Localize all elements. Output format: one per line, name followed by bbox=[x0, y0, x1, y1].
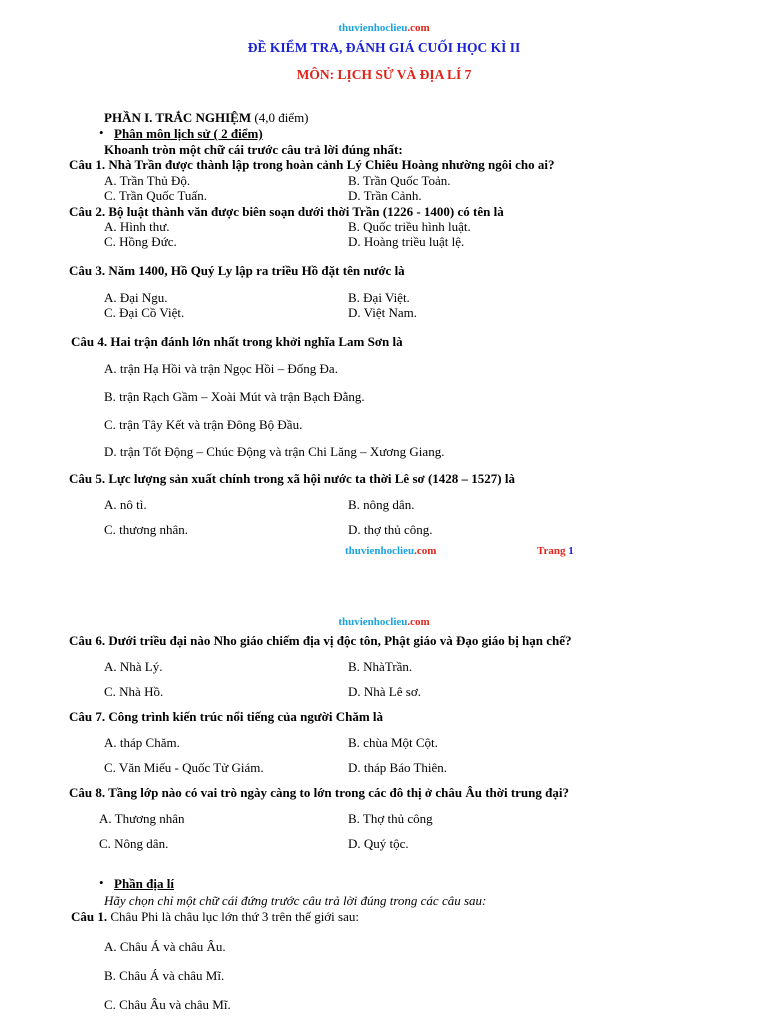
site-watermark-page2 bbox=[0, 616, 768, 628]
site-name: thuvienhoclieu bbox=[338, 22, 408, 34]
q8-option-d: D. Quý tộc. bbox=[348, 836, 409, 851]
q1-option-b: B. Trần Quốc Toản. bbox=[348, 173, 451, 188]
site-domain: .com bbox=[407, 616, 430, 628]
q7-option-c: C. Văn Miếu - Quốc Tử Giám. bbox=[104, 760, 264, 775]
page-label: Trang bbox=[537, 545, 566, 557]
history-section-label bbox=[114, 126, 263, 142]
q1-option-d: D. Trần Cảnh. bbox=[348, 188, 422, 203]
q8-option-a: A. Thương nhân bbox=[99, 811, 185, 826]
question-2: Câu 2. Bộ luật thành văn được biên soạn dưới thời Trần (1226 - 1400) có tên là bbox=[69, 204, 504, 219]
q8-option-c: C. Nông dân. bbox=[99, 836, 169, 851]
question-1: Câu 1. Nhà Trần được thành lập trong hoàn cảnh Lý Chiêu Hoàng nhường ngôi cho ai? bbox=[69, 157, 555, 172]
q5-option-d: D. thợ thủ công. bbox=[348, 522, 433, 537]
question-7: Câu 7. Công trình kiến trúc nổi tiếng của người Chăm là bbox=[69, 709, 384, 724]
q1-option-c: C. Trần Quốc Tuấn. bbox=[104, 188, 207, 203]
q6-option-c: C. Nhà Hồ. bbox=[104, 684, 164, 699]
geography-section-label bbox=[114, 876, 174, 892]
q2-option-d: D. Hoàng triều luật lệ. bbox=[348, 234, 465, 249]
exam-subject: MÔN: LỊCH SỬ VÀ ĐỊA LÍ 7 bbox=[296, 67, 472, 82]
question-6: Câu 6. Dưới triều đại nào Nho giáo chiếm địa vị độc tôn, Phật giáo và Đạo giáo bị hạn chế? bbox=[69, 633, 572, 648]
part1-title: PHẦN I. TRẮC NGHIỆM bbox=[104, 110, 252, 125]
q3-option-b: B. Đại Việt. bbox=[348, 290, 410, 305]
q6-option-a: A. Nhà Lý. bbox=[104, 659, 163, 674]
q5-option-b: B. nông dân. bbox=[348, 497, 415, 512]
part1-heading bbox=[104, 110, 309, 126]
site-watermark-top bbox=[0, 22, 768, 34]
q6-option-b: B. NhàTrần. bbox=[348, 659, 413, 674]
site-watermark-footer bbox=[345, 545, 436, 557]
q2-option-b: B. Quốc triều hình luật. bbox=[348, 219, 471, 234]
geo-q1-option-b: B. Châu Á và châu Mĩ. bbox=[104, 968, 225, 983]
history-instruction: Khoanh tròn một chữ cái trước câu trả lời đúng nhất: bbox=[104, 142, 403, 157]
question-8: Câu 8. Tầng lớp nào có vai trò ngày càng to lớn trong các đô thị ở châu Âu thời trung đại? bbox=[69, 785, 569, 800]
history-label: Phân môn lịch sử ( 2 điểm) bbox=[114, 126, 263, 141]
q4-option-c: C. trận Tây Kết và trận Đông Bộ Đầu. bbox=[104, 417, 303, 432]
q5-option-c: C. thương nhân. bbox=[104, 522, 188, 537]
q3-option-a: A. Đại Ngu. bbox=[104, 290, 168, 305]
site-domain: .com bbox=[407, 22, 430, 34]
question-5: Câu 5. Lực lượng sản xuất chính trong xã hội nước ta thời Lê sơ (1428 – 1527) là bbox=[69, 471, 515, 486]
q6-option-d: D. Nhà Lê sơ. bbox=[348, 684, 421, 699]
site-name: thuvienhoclieu bbox=[345, 545, 415, 557]
q4-option-d: D. trận Tốt Động – Chúc Động và trận Chi Lăng – Xương Giang. bbox=[104, 444, 445, 459]
geo-question-1 bbox=[71, 909, 359, 925]
part1-points: (4,0 điểm) bbox=[254, 110, 309, 125]
question-4: Câu 4. Hai trận đánh lớn nhất trong khởi nghĩa Lam Sơn là bbox=[71, 334, 403, 349]
page-number bbox=[537, 545, 574, 557]
q7-option-a: A. tháp Chăm. bbox=[104, 735, 180, 750]
q3-option-d: D. Việt Nam. bbox=[348, 305, 418, 320]
q1-option-a: A. Trần Thủ Độ. bbox=[104, 173, 191, 188]
page-number-value: 1 bbox=[568, 545, 574, 557]
question-3: Câu 3. Năm 1400, Hồ Quý Ly lập ra triều Hồ đặt tên nước là bbox=[69, 263, 405, 278]
q3-option-c: C. Đại Cồ Việt. bbox=[104, 305, 185, 320]
geo-q1-text: Châu Phi là châu lục lớn thứ 3 trên thế giới sau: bbox=[110, 909, 359, 924]
q4-option-b: B. trận Rạch Gầm – Xoài Mút và trận Bạch Đằng. bbox=[104, 389, 365, 404]
q2-option-a: A. Hình thư. bbox=[104, 219, 170, 234]
site-name: thuvienhoclieu bbox=[338, 616, 408, 628]
geography-label: Phần địa lí bbox=[114, 876, 174, 891]
geography-instruction: Hãy chọn chỉ một chữ cái đứng trước câu trả lời đúng trong các câu sau: bbox=[104, 893, 487, 908]
q8-option-b: B. Thợ thủ công bbox=[348, 811, 433, 826]
q5-option-a: A. nô tì. bbox=[104, 497, 147, 512]
geo-q1-label: Câu 1. bbox=[71, 909, 108, 924]
geo-q1-option-c: C. Châu Âu và châu Mĩ. bbox=[104, 997, 231, 1012]
geo-q1-option-a: A. Châu Á và châu Âu. bbox=[104, 939, 226, 954]
q7-option-b: B. chùa Một Cột. bbox=[348, 735, 438, 750]
q4-option-a: A. trận Hạ Hồi và trận Ngọc Hồi – Đống Đa. bbox=[104, 361, 338, 376]
q2-option-c: C. Hồng Đức. bbox=[104, 234, 177, 249]
q7-option-d: D. tháp Báo Thiên. bbox=[348, 760, 448, 775]
exam-title: ĐỀ KIỂM TRA, ĐÁNH GIÁ CUỐI HỌC KÌ II bbox=[247, 40, 521, 55]
site-domain: .com bbox=[414, 545, 437, 557]
